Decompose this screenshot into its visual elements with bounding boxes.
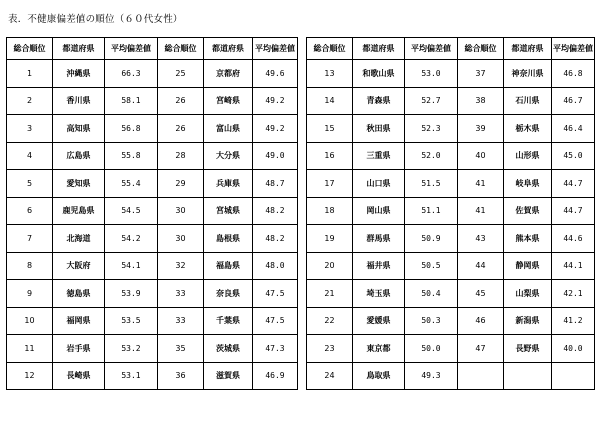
prefecture-cell: 宮城県 bbox=[204, 197, 253, 225]
column-header: 都道府県 bbox=[353, 38, 405, 60]
score-cell: 50.4 bbox=[405, 280, 458, 308]
rank-cell: 22 bbox=[307, 307, 353, 335]
prefecture-cell bbox=[504, 362, 552, 390]
score-cell: 45.0 bbox=[552, 142, 595, 170]
table-row bbox=[7, 87, 298, 115]
prefecture-cell: 奈良県 bbox=[204, 280, 253, 308]
rank-cell: 6 bbox=[7, 197, 53, 225]
table-row bbox=[307, 60, 595, 88]
score-cell: 52.0 bbox=[405, 142, 458, 170]
table-row bbox=[307, 335, 595, 363]
score-cell: 46.9 bbox=[253, 362, 298, 390]
rank-cell: 24 bbox=[307, 362, 353, 390]
score-cell: 49.2 bbox=[253, 115, 298, 143]
score-cell: 49.3 bbox=[405, 362, 458, 390]
table-row bbox=[307, 197, 595, 225]
score-cell: 44.1 bbox=[552, 252, 595, 280]
rank-cell: 20 bbox=[307, 252, 353, 280]
prefecture-cell: 秋田県 bbox=[353, 115, 405, 143]
rank-cell: 16 bbox=[307, 142, 353, 170]
score-cell: 51.5 bbox=[405, 170, 458, 198]
prefecture-cell: 福岡県 bbox=[53, 307, 105, 335]
prefecture-cell: 岡山県 bbox=[353, 197, 405, 225]
rank-cell: 37 bbox=[458, 60, 504, 88]
rank-cell: 33 bbox=[158, 280, 204, 308]
rank-cell: 44 bbox=[458, 252, 504, 280]
rank-cell: 3 bbox=[7, 115, 53, 143]
prefecture-cell: 長崎県 bbox=[53, 362, 105, 390]
prefecture-cell: 広島県 bbox=[53, 142, 105, 170]
score-cell: 52.7 bbox=[405, 87, 458, 115]
rank-cell: 36 bbox=[158, 362, 204, 390]
prefecture-cell: 大分県 bbox=[204, 142, 253, 170]
prefecture-cell: 島根県 bbox=[204, 225, 253, 253]
rank-cell bbox=[458, 362, 504, 390]
score-cell: 50.3 bbox=[405, 307, 458, 335]
table-header-row bbox=[7, 38, 298, 60]
rank-cell: 28 bbox=[158, 142, 204, 170]
score-cell: 50.5 bbox=[405, 252, 458, 280]
score-cell: 49.6 bbox=[253, 60, 298, 88]
score-cell: 56.8 bbox=[105, 115, 158, 143]
rank-cell: 26 bbox=[158, 115, 204, 143]
prefecture-cell: 沖縄県 bbox=[53, 60, 105, 88]
score-cell: 49.0 bbox=[253, 142, 298, 170]
prefecture-cell: 和歌山県 bbox=[353, 60, 405, 88]
rank-cell: 33 bbox=[158, 307, 204, 335]
table-row bbox=[307, 362, 595, 390]
prefecture-cell: 群馬県 bbox=[353, 225, 405, 253]
rank-cell: 12 bbox=[7, 362, 53, 390]
column-header: 都道府県 bbox=[204, 38, 253, 60]
column-header: 都道府県 bbox=[53, 38, 105, 60]
score-cell: 53.2 bbox=[105, 335, 158, 363]
table-row bbox=[307, 252, 595, 280]
table-row bbox=[307, 225, 595, 253]
rank-cell: 46 bbox=[458, 307, 504, 335]
rank-cell: 8 bbox=[7, 252, 53, 280]
prefecture-cell: 三重県 bbox=[353, 142, 405, 170]
table-row bbox=[307, 280, 595, 308]
prefecture-cell: 鳥取県 bbox=[353, 362, 405, 390]
rank-cell: 9 bbox=[7, 280, 53, 308]
table-header-row bbox=[307, 38, 595, 60]
score-cell: 46.8 bbox=[552, 60, 595, 88]
table-row bbox=[307, 115, 595, 143]
score-cell: 53.0 bbox=[405, 60, 458, 88]
prefecture-cell: 石川県 bbox=[504, 87, 552, 115]
prefecture-cell: 滋賀県 bbox=[204, 362, 253, 390]
prefecture-cell: 香川県 bbox=[53, 87, 105, 115]
prefecture-cell: 京都府 bbox=[204, 60, 253, 88]
score-cell: 46.4 bbox=[552, 115, 595, 143]
rank-cell: 7 bbox=[7, 225, 53, 253]
table-row bbox=[7, 335, 298, 363]
score-cell: 52.3 bbox=[405, 115, 458, 143]
rank-cell: 14 bbox=[307, 87, 353, 115]
prefecture-cell: 長野県 bbox=[504, 335, 552, 363]
column-header: 総合順位 bbox=[7, 38, 53, 60]
score-cell: 44.7 bbox=[552, 170, 595, 198]
rank-cell: 26 bbox=[158, 87, 204, 115]
rank-cell: 11 bbox=[7, 335, 53, 363]
prefecture-cell: 高知県 bbox=[53, 115, 105, 143]
column-header: 都道府県 bbox=[504, 38, 552, 60]
score-cell: 44.7 bbox=[552, 197, 595, 225]
prefecture-cell: 北海道 bbox=[53, 225, 105, 253]
prefecture-cell: 大阪府 bbox=[53, 252, 105, 280]
rank-cell: 4 bbox=[7, 142, 53, 170]
column-header: 平均偏差値 bbox=[552, 38, 595, 60]
prefecture-cell: 山梨県 bbox=[504, 280, 552, 308]
score-cell: 53.1 bbox=[105, 362, 158, 390]
score-cell: 49.2 bbox=[253, 87, 298, 115]
rank-cell: 29 bbox=[158, 170, 204, 198]
column-header: 平均偏差値 bbox=[105, 38, 158, 60]
prefecture-cell: 愛媛県 bbox=[353, 307, 405, 335]
score-cell: 47.3 bbox=[253, 335, 298, 363]
prefecture-cell: 福井県 bbox=[353, 252, 405, 280]
score-cell: 55.4 bbox=[105, 170, 158, 198]
rank-cell: 5 bbox=[7, 170, 53, 198]
prefecture-cell: 徳島県 bbox=[53, 280, 105, 308]
score-cell: 46.7 bbox=[552, 87, 595, 115]
score-cell: 47.5 bbox=[253, 307, 298, 335]
score-cell: 55.8 bbox=[105, 142, 158, 170]
score-cell: 41.2 bbox=[552, 307, 595, 335]
rank-cell: 19 bbox=[307, 225, 353, 253]
prefecture-cell: 神奈川県 bbox=[504, 60, 552, 88]
table-row bbox=[7, 362, 298, 390]
table-row bbox=[307, 87, 595, 115]
score-cell: 40.0 bbox=[552, 335, 595, 363]
prefecture-cell: 福島県 bbox=[204, 252, 253, 280]
score-cell: 48.7 bbox=[253, 170, 298, 198]
rank-cell: 10 bbox=[7, 307, 53, 335]
rank-cell: 45 bbox=[458, 280, 504, 308]
table-body bbox=[307, 60, 595, 390]
prefecture-cell: 山形県 bbox=[504, 142, 552, 170]
score-cell: 48.0 bbox=[253, 252, 298, 280]
rank-cell: 18 bbox=[307, 197, 353, 225]
prefecture-cell: 静岡県 bbox=[504, 252, 552, 280]
rank-cell: 17 bbox=[307, 170, 353, 198]
rank-cell: 43 bbox=[458, 225, 504, 253]
table-body bbox=[7, 60, 298, 390]
prefecture-cell: 岐阜県 bbox=[504, 170, 552, 198]
ranking-table-right bbox=[306, 37, 595, 390]
rank-cell: 38 bbox=[458, 87, 504, 115]
prefecture-cell: 東京都 bbox=[353, 335, 405, 363]
table-row bbox=[7, 197, 298, 225]
rank-cell: 30 bbox=[158, 197, 204, 225]
prefecture-cell: 埼玉県 bbox=[353, 280, 405, 308]
score-cell: 48.2 bbox=[253, 197, 298, 225]
rank-cell: 23 bbox=[307, 335, 353, 363]
score-cell: 54.1 bbox=[105, 252, 158, 280]
table-row bbox=[7, 252, 298, 280]
score-cell: 53.9 bbox=[105, 280, 158, 308]
rank-cell: 41 bbox=[458, 197, 504, 225]
column-header: 平均偏差値 bbox=[253, 38, 298, 60]
column-header: 総合順位 bbox=[458, 38, 504, 60]
score-cell: 50.0 bbox=[405, 335, 458, 363]
rank-cell: 25 bbox=[158, 60, 204, 88]
prefecture-cell: 茨城県 bbox=[204, 335, 253, 363]
table-row bbox=[7, 280, 298, 308]
prefecture-cell: 栃木県 bbox=[504, 115, 552, 143]
rank-cell: 40 bbox=[458, 142, 504, 170]
rank-cell: 47 bbox=[458, 335, 504, 363]
score-cell: 54.2 bbox=[105, 225, 158, 253]
rank-cell: 21 bbox=[307, 280, 353, 308]
table-row bbox=[7, 170, 298, 198]
rank-cell: 1 bbox=[7, 60, 53, 88]
score-cell: 54.5 bbox=[105, 197, 158, 225]
score-cell bbox=[552, 362, 595, 390]
table-row bbox=[7, 115, 298, 143]
rank-cell: 39 bbox=[458, 115, 504, 143]
prefecture-cell: 宮崎県 bbox=[204, 87, 253, 115]
prefecture-cell: 富山県 bbox=[204, 115, 253, 143]
prefecture-cell: 熊本県 bbox=[504, 225, 552, 253]
column-header: 平均偏差値 bbox=[405, 38, 458, 60]
table-row bbox=[307, 142, 595, 170]
prefecture-cell: 山口県 bbox=[353, 170, 405, 198]
prefecture-cell: 新潟県 bbox=[504, 307, 552, 335]
table-caption: 表．不健康偏差値の順位（６０代女性） bbox=[8, 14, 183, 25]
score-cell: 44.6 bbox=[552, 225, 595, 253]
score-cell: 47.5 bbox=[253, 280, 298, 308]
prefecture-cell: 佐賀県 bbox=[504, 197, 552, 225]
score-cell: 58.1 bbox=[105, 87, 158, 115]
prefecture-cell: 鹿児島県 bbox=[53, 197, 105, 225]
table-row bbox=[307, 307, 595, 335]
table-row bbox=[7, 307, 298, 335]
prefecture-cell: 青森県 bbox=[353, 87, 405, 115]
rank-cell: 13 bbox=[307, 60, 353, 88]
table-row bbox=[7, 225, 298, 253]
table-row bbox=[7, 60, 298, 88]
score-cell: 53.5 bbox=[105, 307, 158, 335]
table-row bbox=[307, 170, 595, 198]
column-header: 総合順位 bbox=[307, 38, 353, 60]
ranking-table-left bbox=[6, 37, 298, 390]
score-cell: 50.9 bbox=[405, 225, 458, 253]
rank-cell: 2 bbox=[7, 87, 53, 115]
rank-cell: 41 bbox=[458, 170, 504, 198]
column-header: 総合順位 bbox=[158, 38, 204, 60]
score-cell: 42.1 bbox=[552, 280, 595, 308]
rank-cell: 30 bbox=[158, 225, 204, 253]
rank-cell: 32 bbox=[158, 252, 204, 280]
score-cell: 48.2 bbox=[253, 225, 298, 253]
score-cell: 51.1 bbox=[405, 197, 458, 225]
prefecture-cell: 千葉県 bbox=[204, 307, 253, 335]
table-row bbox=[7, 142, 298, 170]
prefecture-cell: 岩手県 bbox=[53, 335, 105, 363]
prefecture-cell: 愛知県 bbox=[53, 170, 105, 198]
score-cell: 66.3 bbox=[105, 60, 158, 88]
prefecture-cell: 兵庫県 bbox=[204, 170, 253, 198]
rank-cell: 35 bbox=[158, 335, 204, 363]
rank-cell: 15 bbox=[307, 115, 353, 143]
